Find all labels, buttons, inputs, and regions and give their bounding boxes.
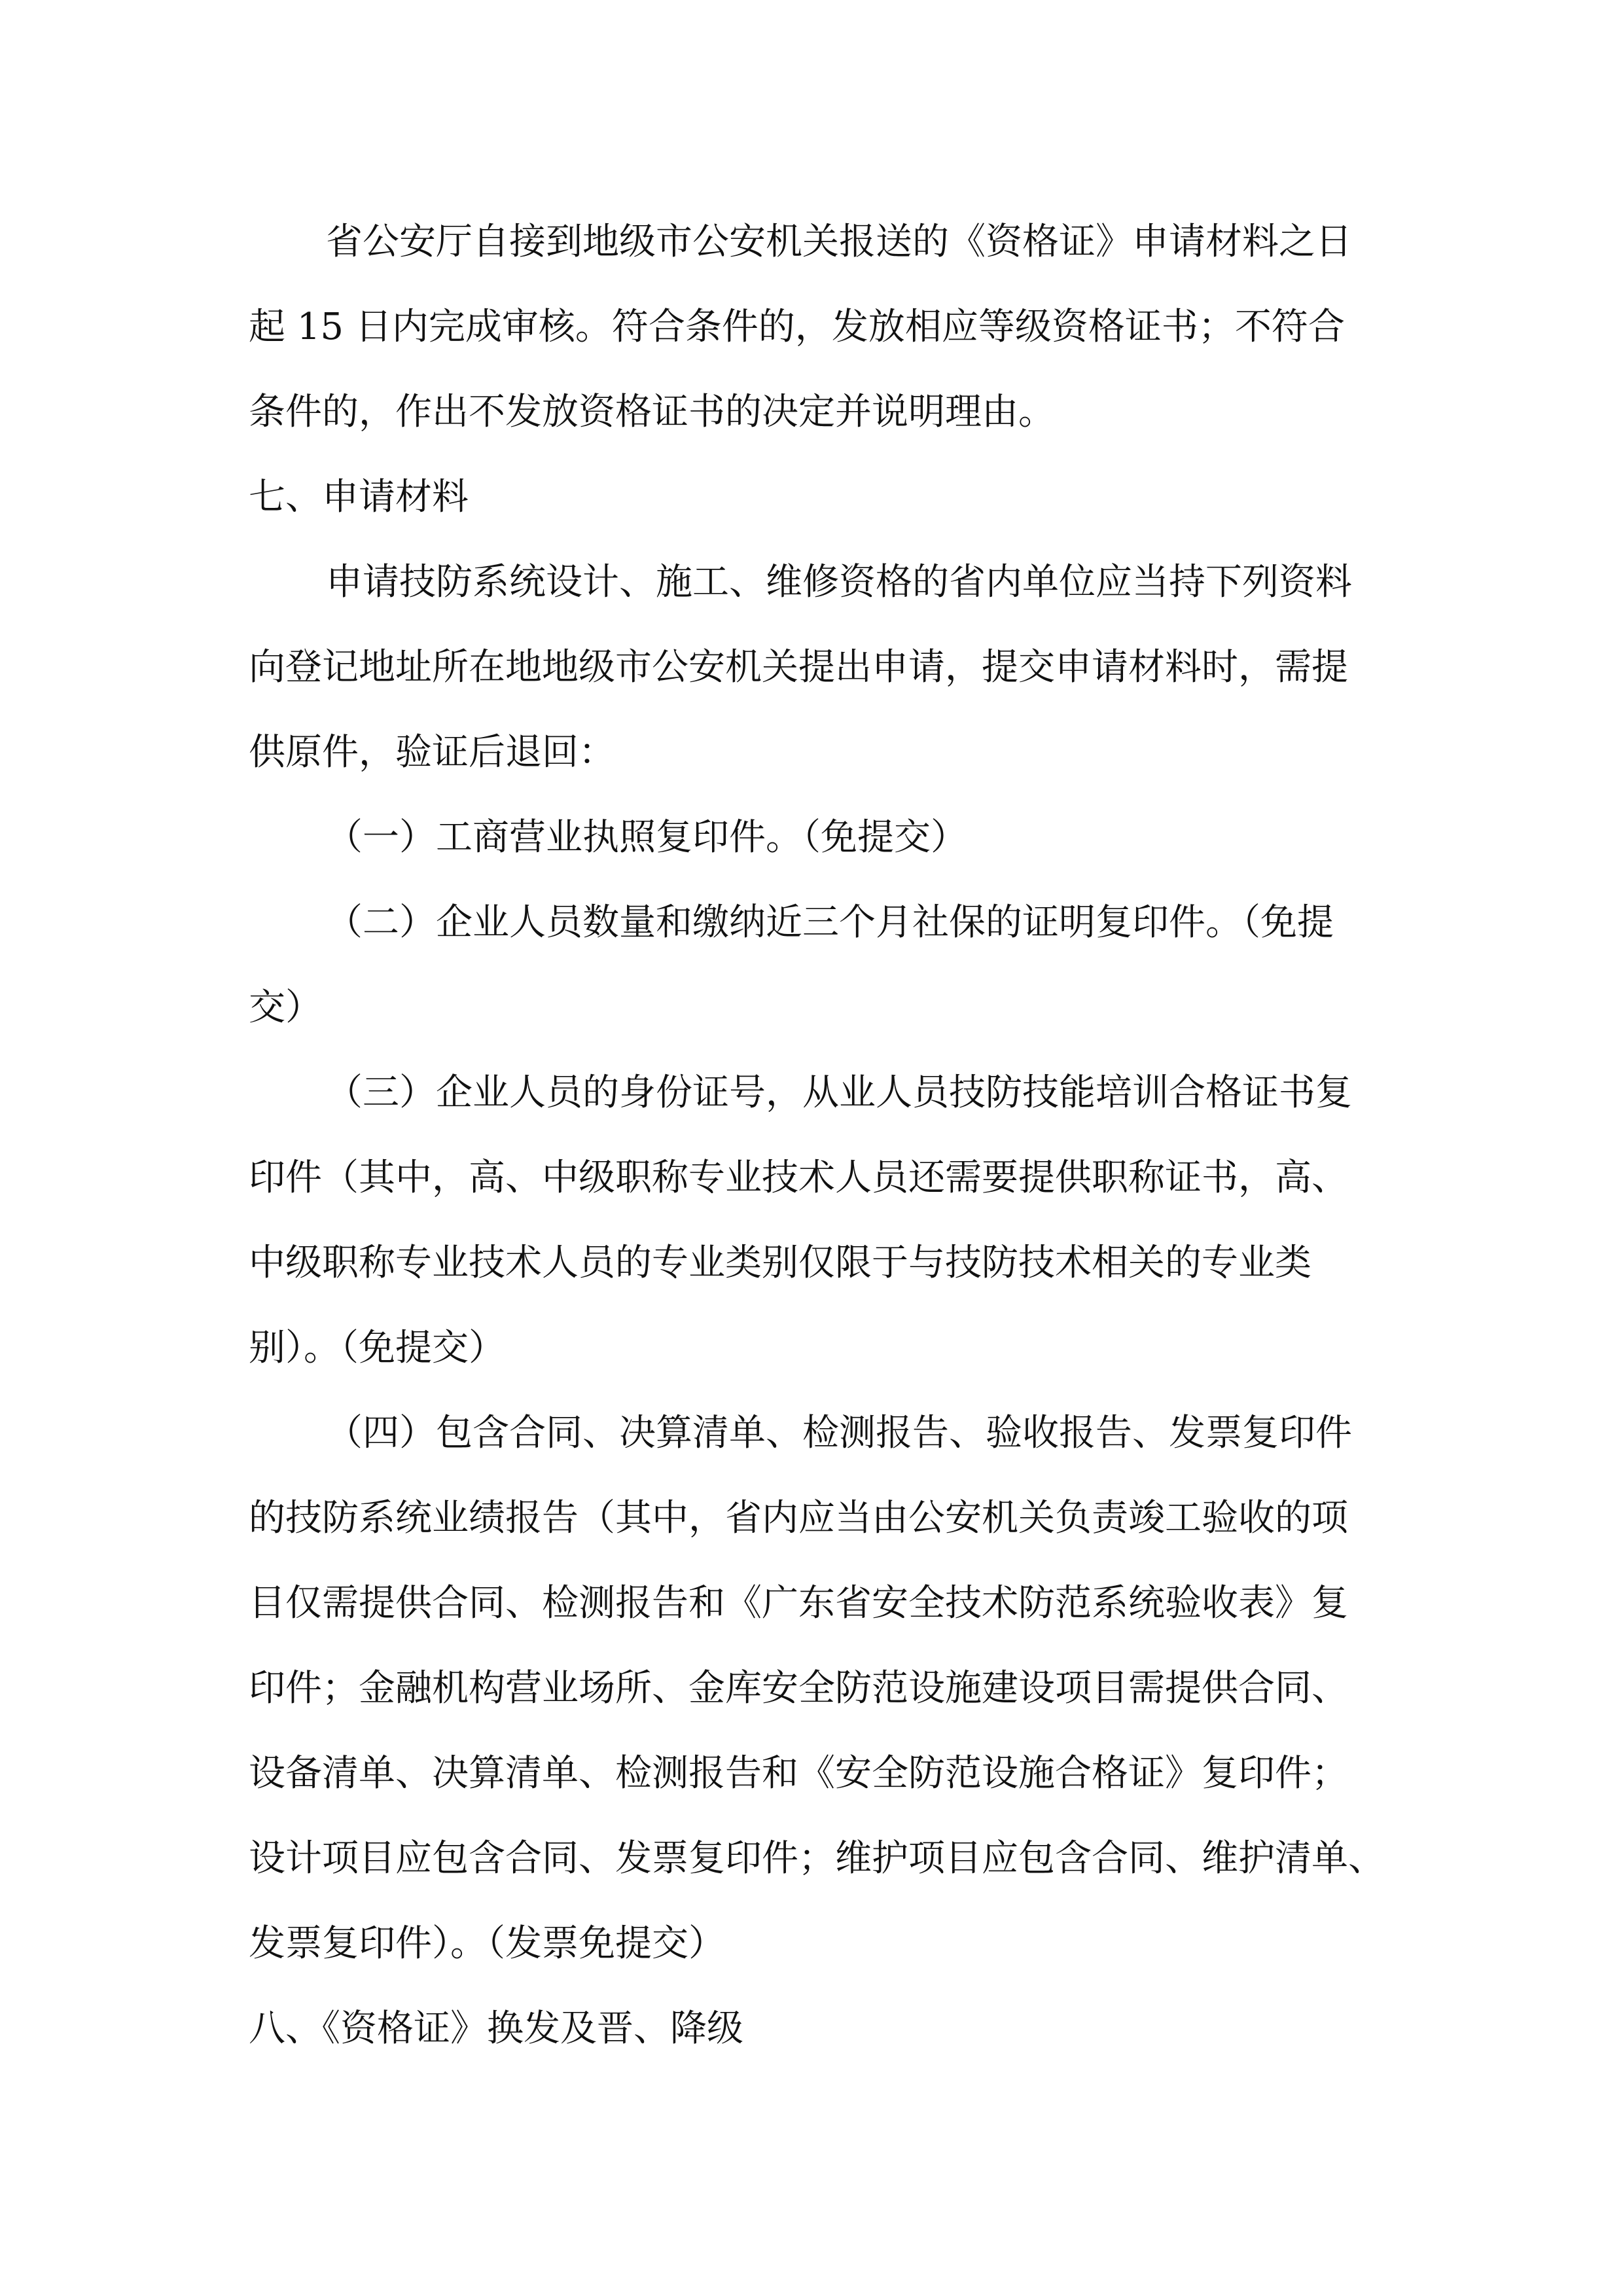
paragraph-line: （三）企业人员的身份证号，从业人员技防技能培训合格证书复: [326, 1071, 1352, 1114]
paragraph-line: 向登记地址所在地地级市公安机关提出申请，提交申请材料时，需提: [249, 646, 1348, 689]
paragraph-line: 条件的，作出不发放资格证书的决定并说明理由。: [249, 391, 1055, 433]
section-heading-line: 八、《资格证》换发及晋、降级: [249, 2007, 743, 2050]
paragraph-line: 别）。（免提交）: [249, 1327, 505, 1369]
paragraph-line: （四）包含合同、决算清单、检测报告、验收报告、发票复印件: [326, 1412, 1352, 1454]
paragraph-line: （二）企业人员数量和缴纳近三个月社保的证明复印件。（免提: [326, 901, 1334, 944]
paragraph-line: 发票复印件）。（发票免提交）: [249, 1922, 725, 1965]
paragraph-line: 印件；金融机构营业场所、金库安全防范设施建设项目需提供合同、: [249, 1667, 1348, 1710]
paragraph-line: 目仅需提供合同、检测报告和《广东省安全技术防范系统验收表》复: [249, 1582, 1348, 1624]
paragraph-line: 中级职称专业技术人员的专业类别仅限于与技防技术相关的专业类: [249, 1242, 1311, 1284]
paragraph-line: 印件（其中，高、中级职称专业技术人员还需要提供职称证书，高、: [249, 1157, 1348, 1199]
section-heading-line: 七、申请材料: [249, 476, 469, 518]
paragraph-line: 设备清单、决算清单、检测报告和《安全防范设施合格证》复印件；: [249, 1752, 1348, 1795]
paragraph-line: 申请技防系统设计、施工、维修资格的省内单位应当持下列资料: [326, 561, 1352, 603]
paragraph-line: 供原件，验证后退回：: [249, 731, 615, 774]
paragraph-line: 交）: [249, 986, 322, 1029]
paragraph-line: 设计项目应包含合同、发票复印件；维护项目应包含合同、维护清单、: [249, 1837, 1385, 1880]
paragraph-line: （一）工商营业执照复印件。（免提交）: [326, 816, 967, 859]
paragraph-line: 起 15 日内完成审核。符合条件的，发放相应等级资格证书；不符合: [249, 306, 1345, 348]
paragraph-line: 的技防系统业绩报告（其中，省内应当由公安机关负责竣工验收的项: [249, 1497, 1348, 1539]
paragraph-line: 省公安厅自接到地级市公安机关报送的《资格证》申请材料之日: [326, 221, 1352, 263]
